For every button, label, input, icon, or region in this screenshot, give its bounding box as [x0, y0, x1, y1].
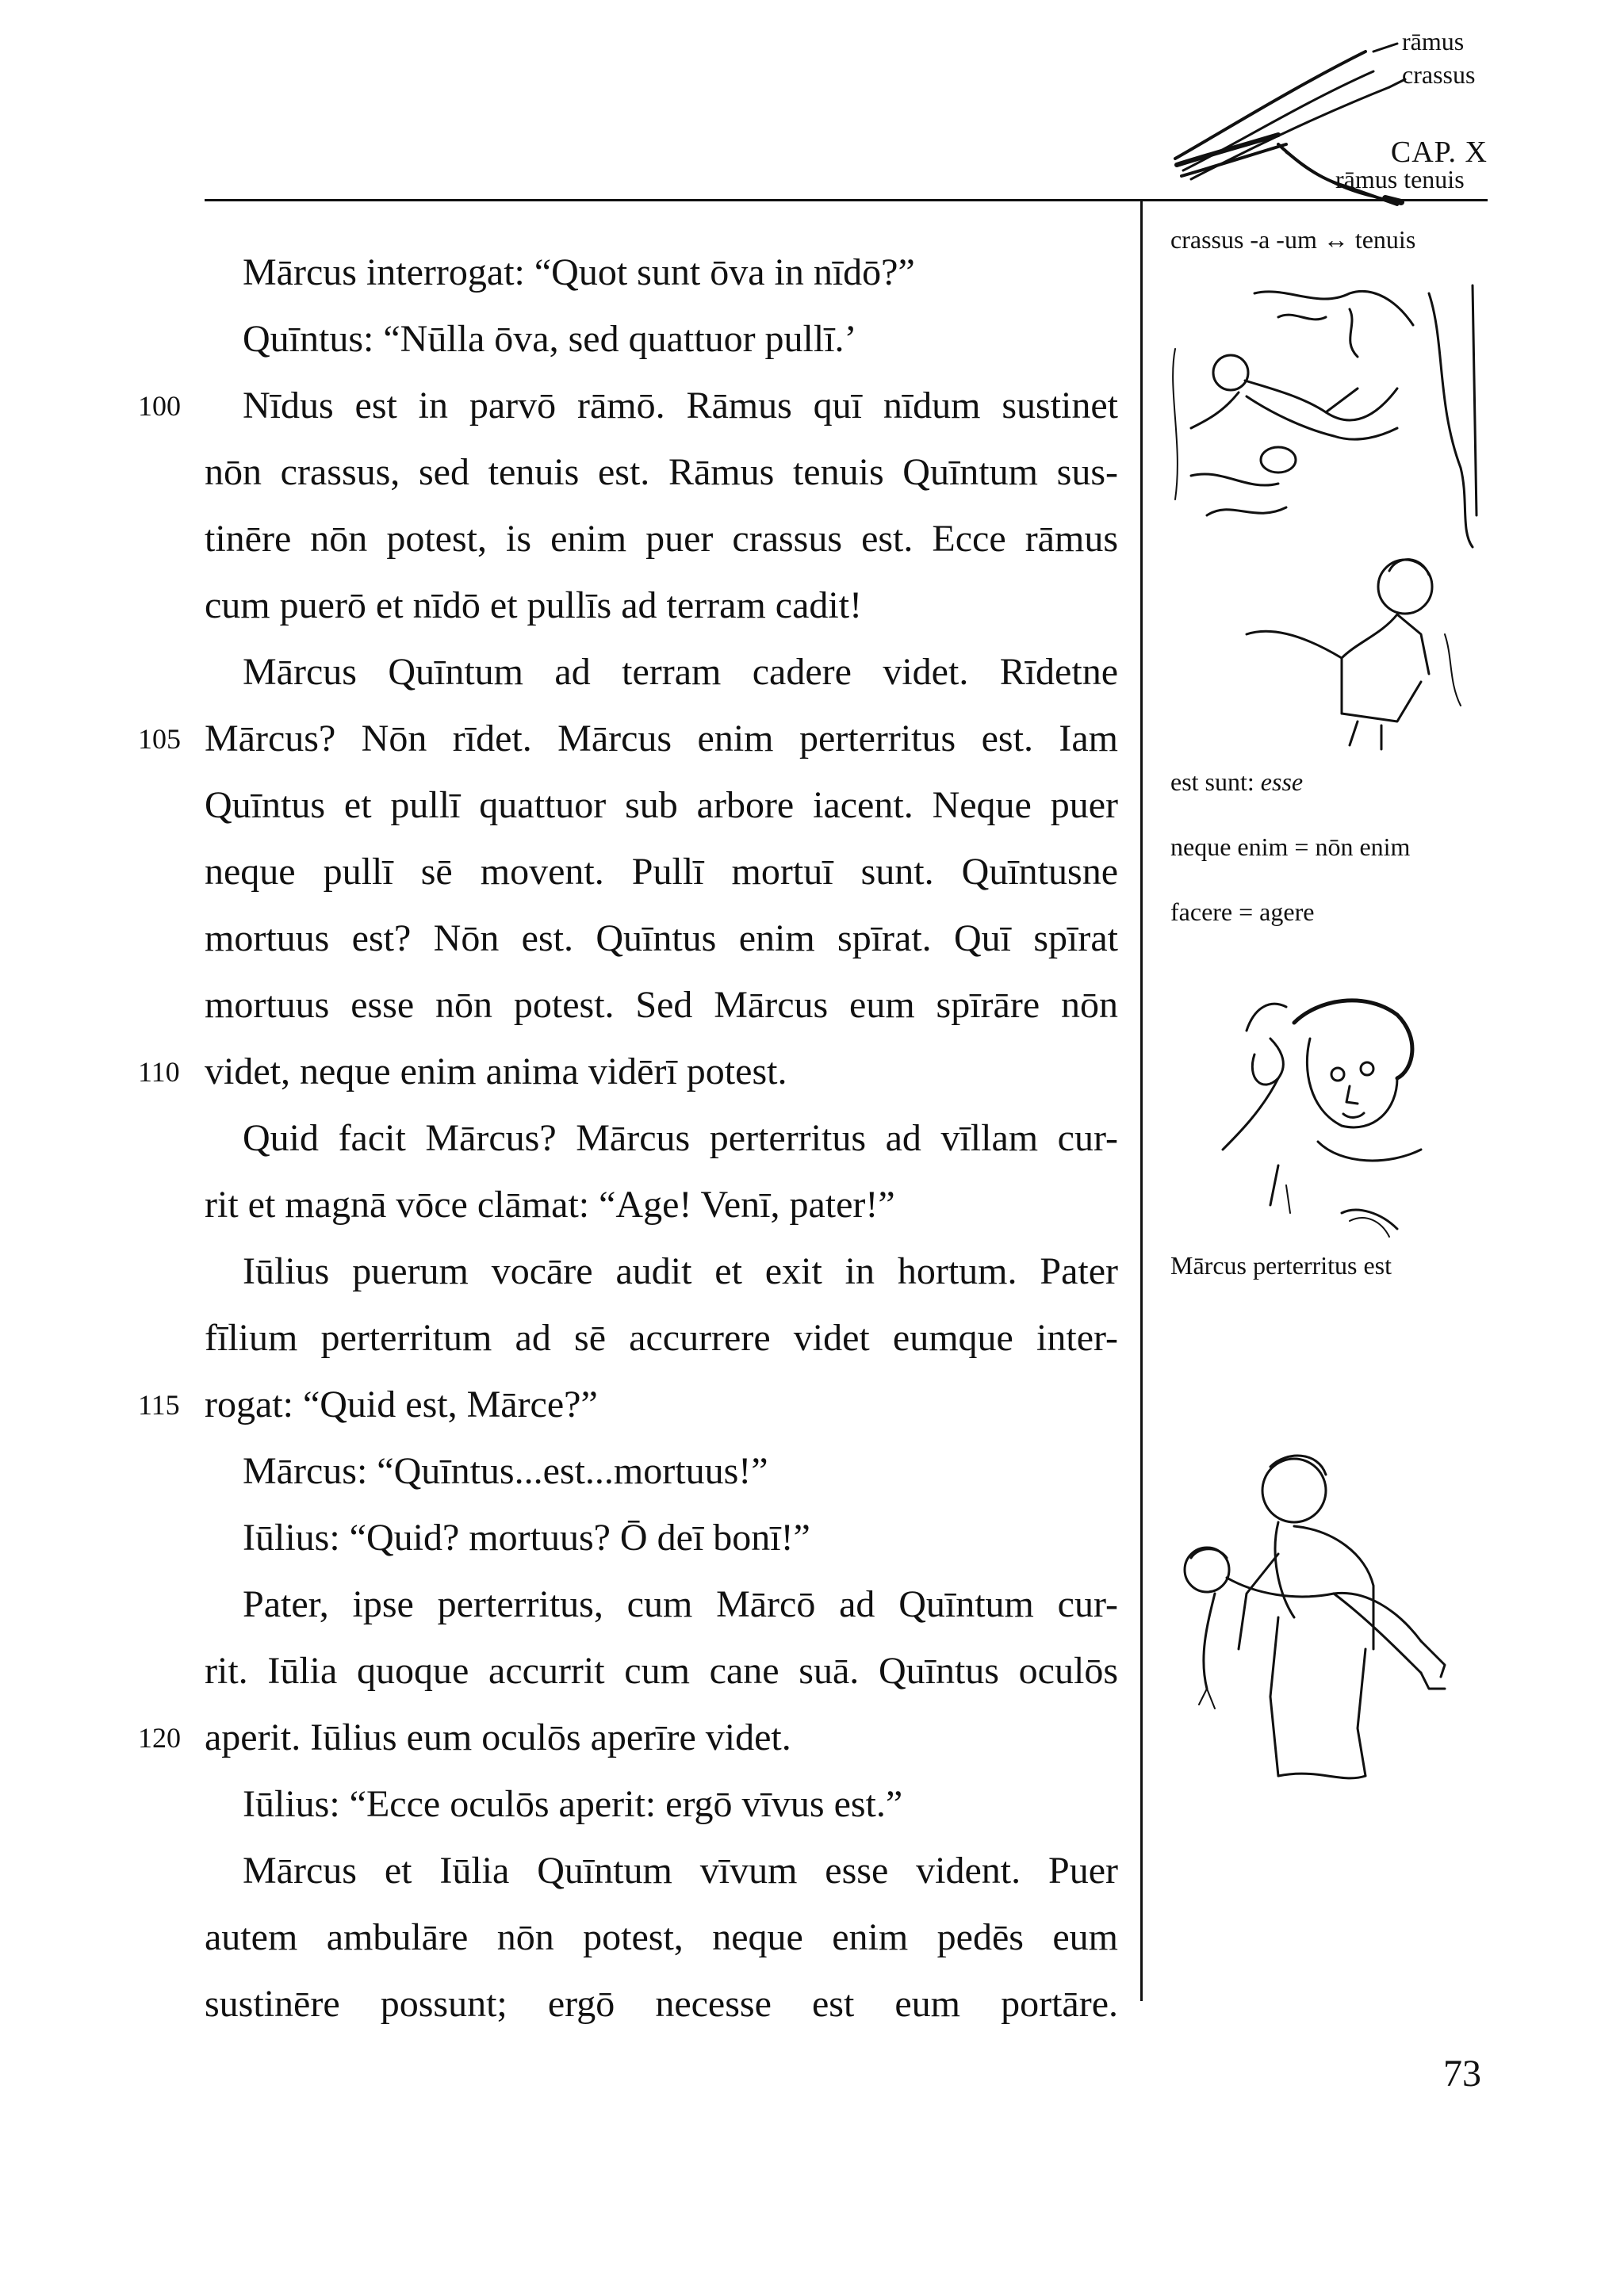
line-number: 100 — [138, 390, 181, 422]
line-text: Iūlius: “Ecce oculōs aperit: ergō vīvus est.” — [243, 1783, 903, 1825]
line-number: 110 — [138, 1056, 180, 1088]
falling-boy-illustration — [1159, 262, 1492, 753]
text-line — [205, 1771, 1118, 1838]
text-line — [205, 1105, 1118, 1172]
line-text: Mārcus et Iūlia Quīntum vīvum esse vident. Puer — [243, 1850, 1118, 1892]
text-line — [205, 839, 1118, 905]
line-text: neque pullī sē movent. Pullī mortuī sunt. Quīntusne — [205, 851, 1118, 893]
note-est-sunt-text: est sunt: — [1170, 767, 1261, 796]
line-text: cum puerō et nīdō et pullīs ad terram cadit! — [205, 584, 863, 626]
text-line — [205, 1904, 1118, 1971]
line-text: videt, neque enim anima vidērī potest. — [205, 1050, 787, 1093]
text-line — [205, 506, 1118, 572]
text-line — [138, 706, 1118, 772]
text-line — [138, 1372, 1118, 1438]
line-text: rogat: “Quid est, Mārce?” — [205, 1383, 598, 1425]
line-number: 115 — [138, 1389, 180, 1421]
text-line — [205, 1971, 1118, 2038]
line-text: Quid facit Mārcus? Mārcus perterritus ad vīllam cur- — [243, 1117, 1118, 1159]
text-line — [205, 1638, 1118, 1705]
text-line — [205, 1238, 1118, 1305]
line-text: tinēre nōn potest, is enim puer crassus est. Ecce rāmus — [205, 518, 1118, 560]
line-text: Quīntus et pullī quattuor sub arbore iacent. Neque puer — [205, 784, 1118, 826]
label-ramus-tenuis: rāmus tenuis — [1335, 165, 1465, 193]
main-text — [138, 239, 1118, 2038]
text-line — [205, 1838, 1118, 1904]
line-text: Quīntus: “Nūlla ōva, sed quattuor pullī.’ — [243, 318, 857, 360]
line-text: rit et magnā vōce clāmat: “Age! Venī, pater!” — [205, 1184, 895, 1226]
text-line — [205, 439, 1118, 506]
text-line — [138, 1705, 1118, 1771]
line-text: mortuus esse nōn potest. Sed Mārcus eum spīrāre nōn — [205, 984, 1118, 1026]
note-neque-enim: neque enim = nōn enim — [1170, 832, 1411, 861]
line-text: fīlium perterritum ad sē accurrere videt eumque inter- — [205, 1317, 1118, 1359]
line-text: Nīdus est in parvō rāmō. Rāmus quī nīdum sustinet — [243, 385, 1118, 427]
line-text: nōn crassus, sed tenuis est. Rāmus tenuis Quīntum sus- — [205, 451, 1118, 493]
line-number: 120 — [138, 1722, 181, 1754]
father-carrying-illustration — [1159, 1435, 1492, 1800]
line-text: Mārcus Quīntum ad terram cadere videt. Rīdetne — [243, 651, 1118, 693]
text-line — [205, 239, 1118, 306]
line-text: autem ambulāre nōn potest, neque enim pedēs eum — [205, 1916, 1118, 1958]
line-text: Mārcus: “Quīntus...est...mortuus!” — [243, 1450, 768, 1492]
text-line — [205, 1438, 1118, 1505]
text-line — [205, 1172, 1118, 1238]
text-line — [138, 1039, 1118, 1105]
text-line — [205, 772, 1118, 839]
line-text: Mārcus interrogat: “Quot sunt ōva in nīdō?” — [243, 251, 915, 293]
line-text: Iūlius puerum vocāre audit et exit in hortum. Pater — [243, 1250, 1118, 1292]
line-text: Pater, ipse perterritus, cum Mārcō ad Quīntum cur- — [243, 1583, 1118, 1625]
chapter-header: CAP. X — [1390, 136, 1488, 169]
text-line — [205, 1505, 1118, 1571]
text-line — [205, 639, 1118, 706]
line-text: aperit. Iūlius eum oculōs aperīre videt. — [205, 1716, 791, 1758]
text-line — [205, 1571, 1118, 1638]
note-facere: facere = agere — [1170, 897, 1315, 926]
marcus-frightened-illustration — [1159, 975, 1492, 1253]
line-text: Iūlius: “Quid? mortuus? Ō deī bonī!” — [243, 1517, 810, 1559]
column-rule — [1140, 199, 1143, 2001]
line-text: rit. Iūlia quoque accurrit cum cane suā. Quīntus oculōs — [205, 1650, 1118, 1692]
line-text: sustinēre possunt; ergō necesse est eum portāre. — [205, 1983, 1118, 2025]
note-crassus-tenuis: crassus -a -um ↔ tenuis — [1170, 225, 1416, 254]
text-line — [205, 306, 1118, 373]
note-est-sunt — [1170, 767, 1303, 797]
text-line — [205, 905, 1118, 972]
label-ramus: rāmus — [1402, 27, 1465, 55]
line-number: 105 — [138, 723, 181, 755]
line-text: mortuus est? Nōn est. Quīntus enim spīrat. Quī spīrat — [205, 917, 1118, 959]
line-text: Mārcus? Nōn rīdet. Mārcus enim perterritus est. Iam — [205, 718, 1118, 760]
label-crassus: crassus — [1402, 60, 1476, 89]
caption-marcus: Mārcus perterritus est — [1170, 1251, 1392, 1280]
note-esse: esse — [1260, 767, 1304, 796]
text-line — [205, 572, 1118, 639]
text-line — [205, 1305, 1118, 1372]
text-line — [205, 972, 1118, 1039]
page-number: 73 — [1443, 2053, 1481, 2095]
text-line — [138, 373, 1118, 439]
